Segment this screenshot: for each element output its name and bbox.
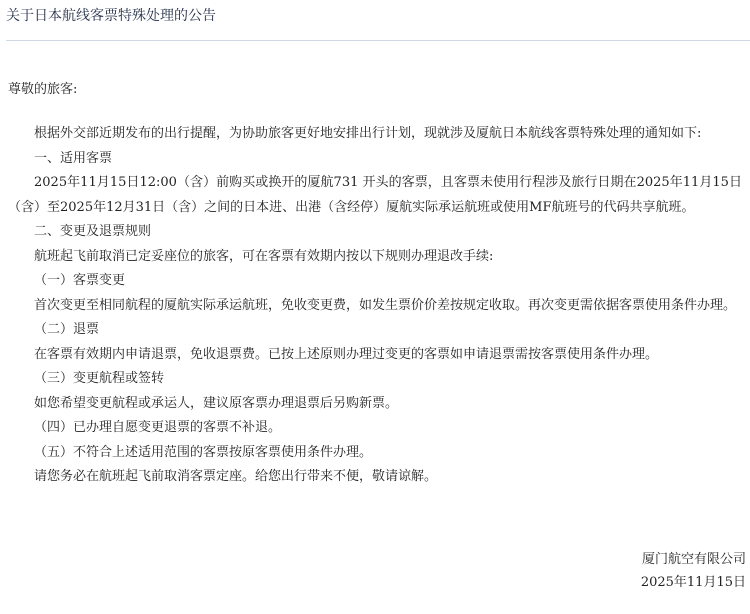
closing-paragraph: 请您务必在航班起飞前取消客票定座。给您出行带来不便，敬请谅解。 (34, 469, 438, 484)
title-divider (6, 40, 750, 41)
rule-five-paragraph: （五）不符合上述适用范围的客票按原客票使用条件办理。 (34, 444, 373, 460)
refund-paragraph: 在客票有效期内申请退票，免收退票费。已按上述原则办理过变更的客票如申请退票需按客票使用条件办理。 (34, 346, 659, 362)
ticket-change-paragraph: 首次变更至相同航程的厦航实际承运航班，免收变更费，如发生票价价差按规定收取。再次变更需依据客票使用条件办理。 (34, 297, 737, 313)
signature-company: 厦门航空有限公司 (641, 552, 746, 567)
subheading-refund: （二）退票 (34, 322, 100, 337)
reroute-endorse-paragraph: 如您希望变更航程或承运人，建议原客票办理退票后另购新票。 (34, 395, 399, 411)
applicable-tickets-paragraph: 2025年11月15日12:00（含）前购买或换开的厦航731 开头的客票，且客票未使用行程涉及旅行日期在2025年11月15日（含）至2025年12月31日（含）之间的日本进、出港（含经停）厦航实际承运航班或使用MF航班号的代码共享航班。 (8, 175, 742, 215)
rule-four-paragraph: （四）已办理自愿变更退票的客票不补退。 (34, 420, 282, 435)
subheading-reroute-endorse: （三）变更航程或签转 (34, 371, 165, 386)
intro-paragraph: 根据外交部近期发布的出行提醒，为协助旅客更好地安排出行计划，现就涉及厦航日本航线客票特殊处理的通知如下: (34, 126, 702, 141)
notice-body (8, 80, 742, 490)
section-heading-change-refund-rules: 二、变更及退票规则 (34, 224, 152, 239)
page-title: 关于日本航线客票特殊处理的公告 (6, 8, 216, 24)
signature-date: 2025年11月15日 (640, 575, 746, 590)
change-refund-intro-paragraph: 航班起飞前取消已定妥座位的旅客，可在客票有效期内按以下规则办理退改手续: (34, 248, 494, 264)
section-heading-applicable-tickets: 一、适用客票 (34, 150, 113, 166)
greeting: 尊敬的旅客: (8, 82, 78, 97)
subheading-ticket-change: （一）客票变更 (34, 273, 126, 288)
